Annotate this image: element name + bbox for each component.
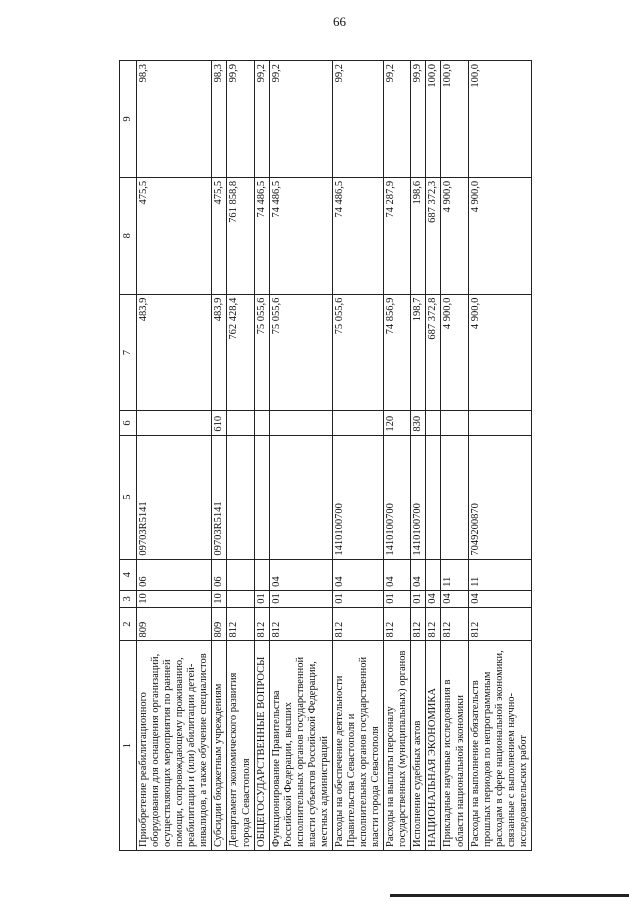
row-name-cell: Прикладные научные исследования в области национальной экономики — [441, 641, 468, 851]
planned-amount-cell: 483,9 — [212, 294, 227, 411]
page-number: 66 — [333, 14, 346, 29]
table-row — [269, 61, 332, 851]
planned-amount-cell: 74 856,9 — [384, 294, 411, 411]
executed-amount-cell: 74 486,5 — [254, 177, 269, 294]
table-row — [468, 61, 531, 851]
section-cell: 10 — [212, 590, 227, 607]
ved-code-cell: 809 — [212, 607, 227, 641]
header-cell: 3 — [120, 590, 137, 607]
header-cell: 7 — [120, 294, 137, 411]
subsection-cell — [227, 559, 254, 590]
row-name-cell: Департамент экономического развития города Севастополя — [227, 641, 254, 851]
expense-type-cell — [269, 411, 332, 435]
planned-amount-cell: 75 055,6 — [254, 294, 269, 411]
budget-table — [119, 60, 532, 851]
ved-code-cell: 812 — [384, 607, 411, 641]
planned-amount-cell: 762 428,4 — [227, 294, 254, 411]
header-cell: 4 — [120, 559, 137, 590]
subsection-cell: 04 — [332, 559, 383, 590]
expense-type-cell — [137, 411, 212, 435]
target-article-cell — [269, 435, 332, 559]
row-name-cell: Расходы на выплаты персоналу государственных (муниципальных) органов — [384, 641, 411, 851]
row-name-cell: Функционирование Правительства Российской Федерации, высших исполнительных органов государственной власти субъектов Российской Федерации, местных администраций — [269, 641, 332, 851]
row-name-cell: Субсидии бюджетным учреждениям — [212, 641, 227, 851]
target-article-cell — [441, 435, 468, 559]
percent-cell: 98,3 — [212, 61, 227, 178]
section-cell: 01 — [332, 590, 383, 607]
section-cell: 01 — [254, 590, 269, 607]
subsection-cell: 04 — [411, 559, 426, 590]
rotated-table-area — [119, 60, 532, 851]
percent-cell: 100,0 — [441, 61, 468, 178]
target-article-cell: 1410100700 — [411, 435, 426, 559]
subsection-cell — [254, 559, 269, 590]
target-article-cell — [227, 435, 254, 559]
percent-cell: 98,3 — [137, 61, 212, 178]
ved-code-cell: 809 — [137, 607, 212, 641]
row-name-cell: Приобретение реабилитационного оборудования для оснащения организаций, осуществляющих мероприятия по ранней помощи, сопровождающему проживанию, реабилитации и (или) абилитации детей-инвалидов, а также обучение специалистов — [137, 641, 212, 851]
header-cell: 9 — [120, 61, 137, 178]
percent-cell: 99,2 — [332, 61, 383, 178]
scan-border-line — [390, 894, 629, 897]
table-header-row — [120, 61, 137, 851]
table-row — [137, 61, 212, 851]
subsection-cell: 04 — [269, 559, 332, 590]
executed-amount-cell: 475,5 — [137, 177, 212, 294]
section-cell: 04 — [468, 590, 531, 607]
expense-type-cell — [441, 411, 468, 435]
row-name-cell: НАЦИОНАЛЬНАЯ ЭКОНОМИКА — [426, 641, 441, 851]
executed-amount-cell: 475,5 — [212, 177, 227, 294]
section-cell — [227, 590, 254, 607]
subsection-cell: 11 — [468, 559, 531, 590]
section-cell: 01 — [411, 590, 426, 607]
ved-code-cell: 812 — [468, 607, 531, 641]
target-article-cell: 7049200870 — [468, 435, 531, 559]
row-name-cell: Исполнение судебных актов — [411, 641, 426, 851]
executed-amount-cell: 4 900,0 — [441, 177, 468, 294]
planned-amount-cell: 4 900,0 — [468, 294, 531, 411]
planned-amount-cell: 75 055,6 — [332, 294, 383, 411]
planned-amount-cell: 483,9 — [137, 294, 212, 411]
section-cell: 04 — [426, 590, 441, 607]
table-row — [212, 61, 227, 851]
percent-cell: 100,0 — [426, 61, 441, 178]
header-cell: 2 — [120, 607, 137, 641]
percent-cell: 99,2 — [384, 61, 411, 178]
target-article-cell: 1410100700 — [384, 435, 411, 559]
ved-code-cell: 812 — [426, 607, 441, 641]
subsection-cell: 06 — [212, 559, 227, 590]
row-name-cell: ОБЩЕГОСУДАРСТВЕННЫЕ ВОПРОСЫ — [254, 641, 269, 851]
executed-amount-cell: 74 287,9 — [384, 177, 411, 294]
section-cell: 04 — [441, 590, 468, 607]
planned-amount-cell: 198,7 — [411, 294, 426, 411]
executed-amount-cell: 4 900,0 — [468, 177, 531, 294]
header-cell: 8 — [120, 177, 137, 294]
ved-code-cell: 812 — [441, 607, 468, 641]
target-article-cell — [426, 435, 441, 559]
ved-code-cell: 812 — [254, 607, 269, 641]
ved-code-cell: 812 — [269, 607, 332, 641]
section-cell: 01 — [384, 590, 411, 607]
header-cell: 6 — [120, 411, 137, 435]
table-row — [254, 61, 269, 851]
header-cell: 1 — [120, 641, 137, 851]
percent-cell: 99,2 — [269, 61, 332, 178]
executed-amount-cell: 761 858,8 — [227, 177, 254, 294]
section-cell: 10 — [137, 590, 212, 607]
ved-code-cell: 812 — [332, 607, 383, 641]
row-name-cell: Расходы на выполнение обязательств прошлых периодов по непрограммным расходам в сфере национальной экономики, связанные с выполнением научно-исследовательских работ — [468, 641, 531, 851]
planned-amount-cell: 4 900,0 — [441, 294, 468, 411]
planned-amount-cell: 687 372,8 — [426, 294, 441, 411]
target-article-cell: 09703R5141 — [137, 435, 212, 559]
expense-type-cell — [468, 411, 531, 435]
target-article-cell — [254, 435, 269, 559]
executed-amount-cell: 687 372,3 — [426, 177, 441, 294]
executed-amount-cell: 198,6 — [411, 177, 426, 294]
ved-code-cell: 812 — [411, 607, 426, 641]
table-row — [426, 61, 441, 851]
expense-type-cell — [332, 411, 383, 435]
ved-code-cell: 812 — [227, 607, 254, 641]
percent-cell: 99,2 — [254, 61, 269, 178]
expense-type-cell: 830 — [411, 411, 426, 435]
table-row — [441, 61, 468, 851]
planned-amount-cell: 75 055,6 — [269, 294, 332, 411]
executed-amount-cell: 74 486,5 — [269, 177, 332, 294]
expense-type-cell — [426, 411, 441, 435]
percent-cell: 99,9 — [227, 61, 254, 178]
table-row — [227, 61, 254, 851]
expense-type-cell: 610 — [212, 411, 227, 435]
subsection-cell: 11 — [441, 559, 468, 590]
target-article-cell: 09703R5141 — [212, 435, 227, 559]
percent-cell: 99,9 — [411, 61, 426, 178]
row-name-cell: Расходы на обеспечение деятельности Правительства Севастополя и исполнительных органов государственной власти города Севастополя — [332, 641, 383, 851]
percent-cell: 100,0 — [468, 61, 531, 178]
target-article-cell: 1410100700 — [332, 435, 383, 559]
section-cell: 01 — [269, 590, 332, 607]
expense-type-cell — [254, 411, 269, 435]
expense-type-cell: 120 — [384, 411, 411, 435]
subsection-cell: 04 — [384, 559, 411, 590]
executed-amount-cell: 74 486,5 — [332, 177, 383, 294]
header-cell: 5 — [120, 435, 137, 559]
table-row — [411, 61, 426, 851]
table-row — [384, 61, 411, 851]
table-row — [332, 61, 383, 851]
subsection-cell — [426, 559, 441, 590]
subsection-cell: 06 — [137, 559, 212, 590]
expense-type-cell — [227, 411, 254, 435]
